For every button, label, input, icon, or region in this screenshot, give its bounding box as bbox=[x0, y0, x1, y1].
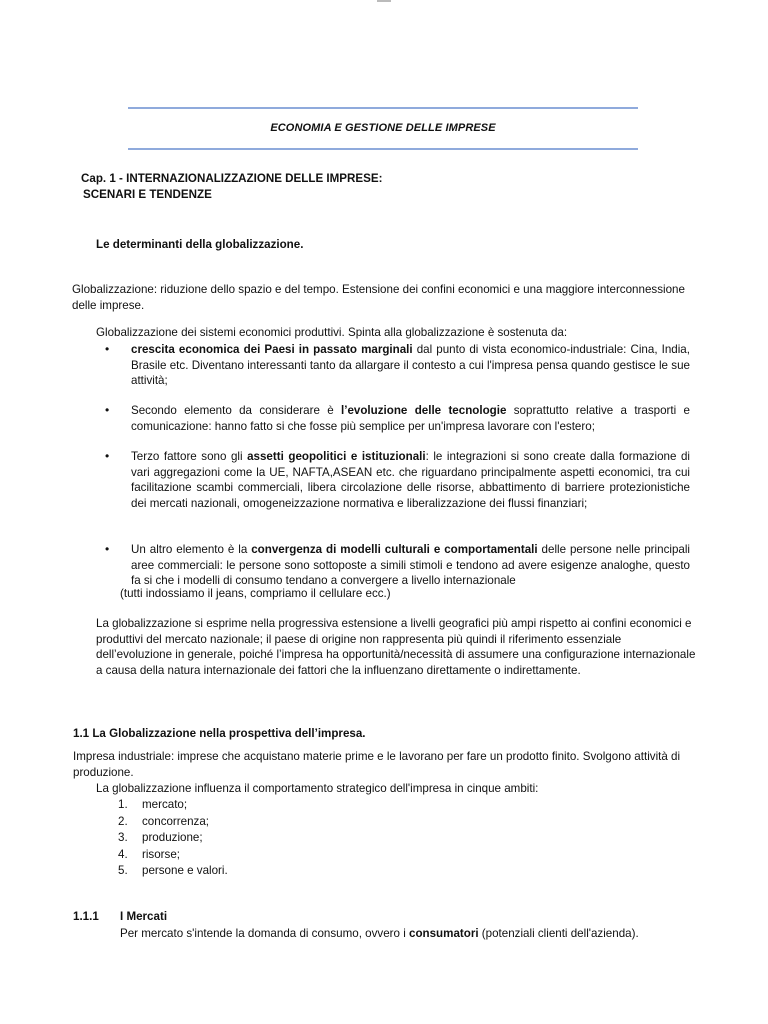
bullet-icon: • bbox=[105, 542, 110, 556]
mercato-text-after: (potenziali clienti dell'azienda). bbox=[478, 927, 639, 940]
bullet-text bbox=[131, 403, 690, 434]
list-item-number: 2. bbox=[118, 814, 128, 828]
bullet-text-after: soprattutto relative a trasporti e comunicazione: hanno fatto si che fosse più semplice per un'impresa lavorare con l'estero; bbox=[131, 404, 690, 433]
page-top-mark bbox=[377, 0, 391, 2]
bullet-icon: • bbox=[105, 342, 110, 356]
bullet-bold-text: convergenza di modelli culturali e comportamentali bbox=[251, 543, 538, 556]
document-title: ECONOMIA E GESTIONE DELLE IMPRESE bbox=[270, 122, 496, 134]
chapter-heading-line1: Cap. 1 - INTERNAZIONALIZZAZIONE DELLE IMPRESE: bbox=[81, 172, 383, 185]
section-heading-mercati: I Mercati bbox=[120, 910, 168, 923]
paragraph-impresa-industriale: Impresa industriale: imprese che acquistano materie prime e le lavorano per fare un prodotto finito. Svolgono attività di produzione. bbox=[73, 750, 681, 779]
paragraph-globalizzazione: Globalizzazione: riduzione dello spazio e del tempo. Estensione dei confini economici e una maggiore interconnessione delle imprese. bbox=[72, 283, 685, 312]
list-item-text: mercato; bbox=[142, 798, 188, 811]
list-item-number: 3. bbox=[118, 831, 128, 844]
bullet-icon: • bbox=[105, 403, 110, 417]
list-item-text: risorse; bbox=[142, 847, 181, 861]
section-number-1-1-1: 1.1.1 bbox=[73, 910, 99, 923]
list-item-number: 4. bbox=[118, 847, 128, 861]
bullet-text bbox=[131, 449, 690, 511]
chapter-heading-line2: SCENARI E TENDENZE bbox=[83, 188, 212, 201]
bullet-text-after: delle persone nelle principali aree commerciali: le persone sono sottoposte a simili stimoli e tendono ad avere esigenze analoghe, questo fa si che i modelli di consumo tendano a convergere a livello internazionale bbox=[131, 543, 690, 587]
bullet-text-before: Terzo fattore sono gli bbox=[131, 450, 248, 463]
bullet-bold-text: crescita economica dei Paesi in passato marginali bbox=[131, 343, 413, 356]
title-bottom-rule bbox=[128, 148, 638, 150]
bullet-text-after: dal punto di vista economico-industriale: Cina, India, Brasile etc. Diventano interessanti tanto da allargare il contesto a cui l'impresa pensa quando gestisce le sue attività; bbox=[131, 343, 690, 387]
list-item-text: persone e valori. bbox=[142, 864, 228, 877]
bullet-bold-text: assetti geopolitici e istituzionali bbox=[247, 450, 426, 463]
list-item-text: concorrenza; bbox=[142, 814, 210, 828]
paragraph-sistemi-economici: Globalizzazione dei sistemi economici produttivi. Spinta alla globalizzazione è sostenuta da: bbox=[96, 326, 568, 339]
list-item-number: 5. bbox=[118, 864, 128, 877]
title-top-rule bbox=[128, 107, 638, 109]
mercato-text-before: Per mercato s'intende la domanda di consumo, ovvero i bbox=[120, 927, 409, 940]
bullet-icon: • bbox=[105, 449, 110, 463]
paragraph-estensione: La globalizzazione si esprime nella progressiva estensione a livelli geografici più ampi rispetto ai confini economici e produttivi del mercato nazionale; il paese di origine non rappresenta più quindi il riferimento essenziale dell’evoluzione in generale, poiché l’impresa ha opportunità/necessità di assumere una configurazione internazionale a causa della natura internazionale dei fattori che la influenzano direttamente o indirettamente. bbox=[96, 617, 696, 677]
list-item-number: 1. bbox=[118, 798, 128, 811]
paragraph-definizione-mercato bbox=[120, 926, 700, 942]
bullet-bold-text: l’evoluzione delle tecnologie bbox=[341, 404, 507, 417]
bullet-text-before: Secondo elemento da considerare è bbox=[131, 404, 342, 417]
mercato-bold-text: consumatori bbox=[409, 927, 479, 940]
list-item-text: produzione; bbox=[142, 831, 203, 844]
section-heading-determinanti: Le determinanti della globalizzazione. bbox=[96, 238, 304, 251]
bullet-text bbox=[131, 342, 690, 389]
bullet-text-after: : le integrazioni si sono create dalla formazione di vari aggregazioni come la UE, NAFTA,ASEAN etc. che riguardano principalmente aspetti economici, tra cui facilitazione scambi commerciali, libera circolazione delle risorse, abbattimento di barriere protezionistiche dei mercati nazionali, omogeneizzazione normativa e liberalizzazione dei flussi finanziari; bbox=[131, 450, 690, 510]
bullet-text-before: Un altro elemento è la bbox=[131, 543, 252, 556]
paragraph-influenza: La globalizzazione influenza il comportamento strategico dell'impresa in cinque ambiti: bbox=[96, 782, 539, 795]
section-heading-1-1: 1.1 La Globalizzazione nella prospettiva dell’impresa. bbox=[73, 727, 366, 740]
bullet-note-esempio: (tutti indossiamo il jeans, compriamo il cellulare ecc.) bbox=[120, 587, 391, 600]
bullet-text bbox=[131, 542, 690, 589]
